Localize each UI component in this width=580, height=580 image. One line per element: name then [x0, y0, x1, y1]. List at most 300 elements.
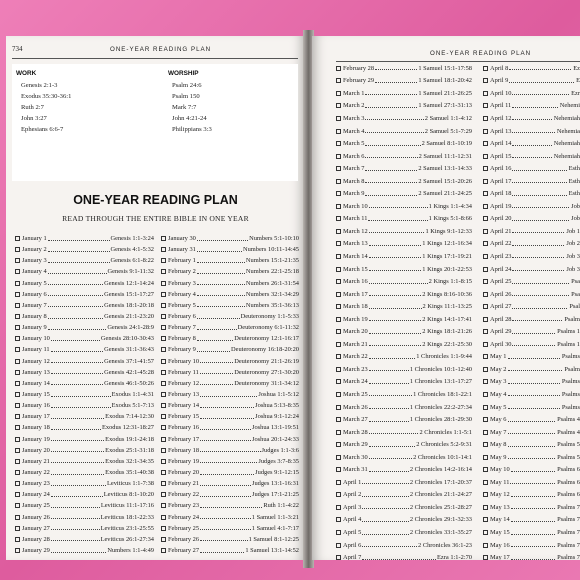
reading-plan-row — [161, 333, 299, 344]
leader-dots — [48, 290, 103, 296]
checkbox-icon[interactable] — [483, 191, 488, 196]
checkbox-icon[interactable] — [483, 392, 488, 397]
reading-plan-row — [15, 489, 154, 500]
checkbox-icon[interactable] — [483, 204, 488, 209]
reading-date: January 10 — [22, 335, 50, 343]
leader-dots — [509, 77, 574, 83]
checkbox-icon[interactable] — [483, 116, 488, 121]
reading-date: February 21 — [168, 480, 200, 488]
checkbox-icon[interactable] — [336, 517, 341, 522]
leader-dots — [369, 303, 422, 309]
checkbox-icon[interactable] — [161, 403, 166, 408]
checkbox-icon[interactable] — [161, 325, 166, 330]
checkbox-icon[interactable] — [161, 459, 166, 464]
checkbox-icon[interactable] — [483, 492, 488, 497]
leader-dots — [512, 227, 564, 233]
reading-reference: 1 Kings 17:1-19:21 — [422, 252, 472, 260]
checkbox-icon[interactable] — [15, 370, 20, 375]
reading-plan-row — [161, 389, 299, 400]
reading-reference: Psalms — [561, 390, 580, 398]
reading-plan-row — [483, 150, 580, 163]
reading-plan-row — [483, 112, 580, 125]
reading-reference: Psa — [571, 278, 580, 286]
checkbox-icon[interactable] — [336, 354, 341, 359]
checkbox-icon[interactable] — [483, 166, 488, 171]
checkbox-icon[interactable] — [483, 517, 488, 522]
plan-title: ONE-YEAR READING PLAN — [73, 193, 238, 207]
checkbox-icon[interactable] — [161, 470, 166, 475]
reading-reference: 2 Samuel 15:1-20:26 — [418, 177, 472, 185]
checkbox-icon[interactable] — [483, 455, 488, 460]
reading-reference: Numbers 26:1-31:54 — [245, 279, 299, 287]
reading-plan-row — [483, 213, 580, 226]
checkbox-icon[interactable] — [161, 448, 166, 453]
reading-plan-row — [15, 289, 154, 300]
checkbox-icon[interactable] — [483, 78, 488, 83]
leader-dots — [51, 457, 104, 463]
reading-plan-row — [483, 263, 580, 276]
leader-dots — [369, 466, 409, 472]
reading-plan-row — [161, 489, 299, 500]
leader-dots — [365, 152, 417, 158]
reading-date: April 27 — [490, 303, 512, 311]
leader-dots — [512, 114, 551, 120]
reading-plan-row — [15, 534, 154, 545]
reading-plan-row — [483, 363, 580, 376]
checkbox-icon[interactable] — [336, 442, 341, 447]
checkbox-icon[interactable] — [15, 414, 20, 419]
checkbox-icon[interactable] — [161, 281, 166, 286]
checkbox-icon[interactable] — [161, 303, 166, 308]
checkbox-icon[interactable] — [15, 470, 20, 475]
reading-date: January 21 — [22, 457, 50, 465]
reading-plan-row — [336, 413, 472, 426]
checkbox-icon[interactable] — [336, 267, 341, 272]
leader-dots — [51, 335, 100, 341]
reading-plan-row — [336, 225, 472, 238]
checkbox-icon[interactable] — [15, 236, 20, 241]
checkbox-icon[interactable] — [336, 279, 341, 284]
checkbox-icon[interactable] — [336, 467, 341, 472]
reading-date: January 17 — [22, 413, 50, 421]
leader-dots — [51, 547, 106, 553]
checkbox-icon[interactable] — [483, 505, 488, 510]
leader-dots — [508, 403, 560, 409]
reading-plan-row — [483, 325, 580, 338]
checkbox-icon[interactable] — [15, 247, 20, 252]
reading-plan-row — [161, 545, 299, 556]
checkbox-icon[interactable] — [483, 216, 488, 221]
checkbox-icon[interactable] — [336, 292, 341, 297]
reading-date: March 30 — [343, 453, 368, 461]
reading-reference: Numbers 32:1-34:29 — [245, 290, 299, 298]
checkbox-icon[interactable] — [15, 314, 20, 319]
reading-reference: 1 Chronicles 18:1-22:1 — [413, 390, 472, 398]
checkbox-icon[interactable] — [161, 414, 166, 419]
reading-date: February 22 — [168, 491, 200, 499]
reading-reference: 1 Chronicles 13:1-17:27 — [409, 378, 472, 386]
reading-reference: Esth — [568, 190, 580, 198]
leader-dots — [48, 268, 107, 274]
reading-date: March 12 — [343, 227, 368, 235]
reading-date: February 26 — [168, 535, 200, 543]
checkbox-icon[interactable] — [15, 448, 20, 453]
checkbox-icon[interactable] — [15, 325, 20, 330]
reading-date: January 29 — [22, 547, 50, 554]
checkbox-icon[interactable] — [161, 292, 166, 297]
leader-dots — [51, 502, 100, 508]
checkbox-icon[interactable] — [483, 555, 488, 560]
checkbox-icon[interactable] — [161, 492, 166, 497]
checkbox-icon[interactable] — [336, 191, 341, 196]
reading-reference: 2 Chronicles 25:1-28:27 — [409, 503, 472, 511]
checkbox-icon[interactable] — [15, 492, 20, 497]
reading-date: January 6 — [22, 290, 47, 298]
checkbox-icon[interactable] — [336, 342, 341, 347]
checkbox-icon[interactable] — [336, 530, 341, 535]
checkbox-icon[interactable] — [161, 336, 166, 341]
checkbox-icon[interactable] — [15, 292, 20, 297]
reading-reference: Esth — [568, 177, 580, 185]
checkbox-icon[interactable] — [15, 548, 20, 553]
reading-reference: Numbers 5:1-10:10 — [249, 235, 299, 243]
reading-plan-row — [483, 75, 580, 88]
checkbox-icon[interactable] — [161, 503, 166, 508]
reading-reference: Genesis 1:1-3:24 — [110, 235, 154, 243]
checkbox-icon[interactable] — [15, 537, 20, 542]
checkbox-icon[interactable] — [161, 370, 166, 375]
leader-dots — [197, 290, 245, 296]
reading-reference: 2 Samuel 1:1-4:12 — [424, 114, 472, 122]
checkbox-icon[interactable] — [336, 417, 341, 422]
reading-plan-row — [483, 225, 580, 238]
reading-date: January 25 — [22, 502, 50, 510]
reading-plan-row — [483, 238, 580, 251]
reading-date: April 26 — [490, 290, 512, 298]
leader-dots — [512, 303, 567, 309]
leader-dots — [362, 529, 409, 535]
checkbox-icon[interactable] — [161, 437, 166, 442]
checkbox-icon[interactable] — [15, 437, 20, 442]
checkbox-icon[interactable] — [483, 241, 488, 246]
reading-reference: Psalms 4 — [557, 428, 580, 436]
checkbox-icon[interactable] — [483, 329, 488, 334]
reading-reference: 1 Samuel 27:1-31:13 — [418, 102, 472, 110]
checkbox-icon[interactable] — [483, 354, 488, 359]
reading-reference: 1 Kings 20:1-22:53 — [422, 265, 472, 273]
checkbox-icon[interactable] — [15, 281, 20, 286]
checkbox-icon[interactable] — [336, 304, 341, 309]
checkbox-icon[interactable] — [161, 526, 166, 531]
checkbox-icon[interactable] — [336, 216, 341, 221]
checkbox-icon[interactable] — [336, 154, 341, 159]
leader-dots — [512, 89, 569, 95]
leader-dots — [369, 453, 412, 459]
checkbox-icon[interactable] — [336, 78, 341, 83]
reading-reference: 2 Kings 22:1-25:30 — [422, 340, 472, 348]
reading-reference: Deuteronomy 21:1-26:19 — [234, 357, 299, 365]
checkbox-icon[interactable] — [336, 254, 341, 259]
reading-reference: Psalms 7 — [557, 503, 580, 511]
reading-reference: Deuteronomy 1:1-5:33 — [240, 313, 299, 321]
checkbox-icon[interactable] — [336, 66, 341, 71]
reading-date: May 2 — [490, 365, 507, 373]
checkbox-icon[interactable] — [483, 304, 488, 309]
leader-dots — [369, 252, 422, 258]
reading-date: February 12 — [168, 379, 200, 387]
checkbox-icon[interactable] — [483, 317, 488, 322]
leader-dots — [512, 152, 551, 158]
reading-reference: Joshua 9:1-12:24 — [255, 413, 299, 421]
reading-plan-row — [483, 401, 580, 414]
checkbox-icon[interactable] — [483, 279, 488, 284]
checkbox-icon[interactable] — [336, 555, 341, 560]
leader-dots — [512, 240, 564, 246]
reading-reference: Nehemiah — [553, 114, 580, 122]
checkbox-icon[interactable] — [336, 367, 341, 372]
leader-dots — [511, 529, 555, 535]
checkbox-icon[interactable] — [336, 91, 341, 96]
checkbox-icon[interactable] — [336, 241, 341, 246]
checkbox-icon[interactable] — [161, 425, 166, 430]
checkbox-icon[interactable] — [483, 267, 488, 272]
checkbox-icon[interactable] — [483, 154, 488, 159]
reading-reference: 2 Kings 14:1-17:41 — [422, 315, 472, 323]
reading-plan-row — [161, 400, 299, 411]
checkbox-icon[interactable] — [483, 442, 488, 447]
checkbox-icon[interactable] — [161, 481, 166, 486]
reading-date: March 25 — [343, 390, 368, 398]
right-page — [312, 36, 580, 560]
reading-reference: 1 Samuel 15:1-17:58 — [418, 64, 472, 72]
checkbox-icon[interactable] — [336, 317, 341, 322]
checkbox-icon[interactable] — [15, 526, 20, 531]
leader-dots — [369, 240, 422, 246]
checkbox-icon[interactable] — [483, 91, 488, 96]
checkbox-icon[interactable] — [15, 303, 20, 308]
checkbox-icon[interactable] — [15, 392, 20, 397]
reading-date: May 10 — [490, 466, 510, 474]
checkbox-icon[interactable] — [161, 314, 166, 319]
reading-reference: 1 Samuel 18:1-20:42 — [418, 77, 472, 85]
checkbox-icon[interactable] — [336, 480, 341, 485]
reading-date: January 22 — [22, 469, 50, 477]
reading-reference: 2 Chronicles 29:1-32:33 — [409, 516, 472, 524]
checkbox-icon[interactable] — [15, 258, 20, 263]
reading-date: February 14 — [168, 402, 200, 410]
leader-dots — [48, 257, 110, 263]
checkbox-icon[interactable] — [336, 379, 341, 384]
reading-date: January 12 — [22, 357, 50, 365]
checkbox-icon[interactable] — [161, 537, 166, 542]
leader-dots — [200, 413, 254, 419]
reading-reference: 2 Samuel 5:1-7:29 — [424, 127, 472, 135]
checkbox-icon[interactable] — [15, 336, 20, 341]
reading-plan-row — [336, 300, 472, 313]
reading-date: January 18 — [22, 424, 50, 432]
checkbox-icon[interactable] — [483, 417, 488, 422]
checkbox-icon[interactable] — [161, 381, 166, 386]
reading-plan-row — [483, 514, 580, 527]
leader-dots — [368, 215, 427, 221]
reading-date: April 12 — [490, 114, 512, 122]
checkbox-icon[interactable] — [161, 269, 166, 274]
reading-plan-row — [483, 388, 580, 401]
checkbox-icon[interactable] — [483, 530, 488, 535]
reading-reference: Psal — [569, 303, 580, 311]
reading-plan-row — [161, 356, 299, 367]
checkbox-icon[interactable] — [15, 347, 20, 352]
checkbox-icon[interactable] — [161, 548, 166, 553]
checkbox-icon[interactable] — [15, 269, 20, 274]
reading-date: April 6 — [343, 541, 362, 549]
leader-dots — [375, 64, 417, 70]
checkbox-icon[interactable] — [483, 66, 488, 71]
checkbox-icon[interactable] — [483, 543, 488, 548]
checkbox-icon[interactable] — [483, 229, 488, 234]
reading-plan-row — [336, 162, 472, 175]
checkbox-icon[interactable] — [161, 359, 166, 364]
reading-reference: 2 Chronicles 36:1-23 — [418, 541, 472, 549]
checkbox-icon[interactable] — [15, 403, 20, 408]
checkbox-icon[interactable] — [483, 129, 488, 134]
checkbox-icon[interactable] — [336, 141, 341, 146]
reading-reference: 1 Kings 1:1-4:34 — [428, 202, 472, 210]
checkbox-icon[interactable] — [336, 392, 341, 397]
leader-dots — [200, 513, 251, 519]
reading-plan-row — [483, 162, 580, 175]
checkbox-icon[interactable] — [15, 503, 20, 508]
reading-plan-row — [483, 551, 580, 560]
reading-date: January 30 — [168, 235, 196, 243]
reading-plan-row — [15, 456, 154, 467]
checkbox-icon[interactable] — [15, 359, 20, 364]
reading-reference: Job 3 — [566, 252, 580, 260]
leader-dots — [369, 428, 419, 434]
checkbox-icon[interactable] — [483, 141, 488, 146]
checkbox-icon[interactable] — [483, 254, 488, 259]
work-ref: John 3:27 — [21, 115, 47, 122]
reading-reference: Leviticus 18:1-22:33 — [100, 513, 154, 521]
reading-date: May 3 — [490, 378, 507, 386]
reading-date: May 11 — [490, 478, 510, 486]
reading-date: March 14 — [343, 252, 368, 260]
leader-dots — [200, 457, 257, 463]
reading-plan-row — [336, 87, 472, 100]
reading-date: April 5 — [343, 529, 362, 536]
checkbox-icon[interactable] — [336, 505, 341, 510]
reading-reference: Genesis 15:1-17:27 — [104, 290, 154, 298]
checkbox-icon[interactable] — [336, 204, 341, 209]
checkbox-icon[interactable] — [336, 492, 341, 497]
checkbox-icon[interactable] — [336, 116, 341, 121]
reading-plan-row — [336, 338, 472, 351]
reading-date: April 16 — [490, 165, 512, 173]
checkbox-icon[interactable] — [483, 179, 488, 184]
checkbox-icon[interactable] — [161, 392, 166, 397]
checkbox-icon[interactable] — [336, 430, 341, 435]
checkbox-icon[interactable] — [336, 229, 341, 234]
checkbox-icon[interactable] — [483, 342, 488, 347]
leader-dots — [51, 402, 111, 408]
reading-reference: Psalms 1 — [557, 340, 580, 348]
reading-date: April 11 — [490, 102, 512, 110]
reading-reference: 2 Chronicles 14:2-16:14 — [409, 466, 472, 474]
checkbox-icon[interactable] — [161, 347, 166, 352]
checkbox-icon[interactable] — [336, 179, 341, 184]
checkbox-icon[interactable] — [15, 425, 20, 430]
reading-date: February 19 — [168, 457, 200, 465]
checkbox-icon[interactable] — [161, 515, 166, 520]
checkbox-icon[interactable] — [483, 467, 488, 472]
reading-plan-row — [336, 551, 472, 560]
checkbox-icon[interactable] — [336, 329, 341, 334]
checkbox-icon[interactable] — [15, 481, 20, 486]
checkbox-icon[interactable] — [15, 381, 20, 386]
reading-reference: 2 Kings 18:1-21:26 — [422, 328, 472, 336]
reading-reference: 2 Chronicles 1:1-5:1 — [419, 428, 472, 436]
checkbox-icon[interactable] — [336, 103, 341, 108]
checkbox-icon[interactable] — [161, 236, 166, 241]
checkbox-icon[interactable] — [483, 480, 488, 485]
reading-date: March 4 — [343, 127, 365, 135]
checkbox-icon[interactable] — [336, 405, 341, 410]
checkbox-icon[interactable] — [15, 459, 20, 464]
reading-reference: Joshua 13:1-19:51 — [251, 424, 299, 432]
reading-plan-row — [15, 434, 154, 445]
reading-reference: Numbers 1:1-4:49 — [107, 547, 154, 554]
reading-plan-row — [336, 313, 472, 326]
leader-dots — [200, 491, 251, 497]
reading-date: March 13 — [343, 240, 368, 248]
checkbox-icon[interactable] — [483, 379, 488, 384]
reading-plan-row — [15, 278, 154, 289]
reading-date: March 7 — [343, 165, 365, 173]
reading-date: February 17 — [168, 435, 200, 443]
checkbox-icon[interactable] — [336, 129, 341, 134]
checkbox-icon[interactable] — [336, 455, 341, 460]
checkbox-icon[interactable] — [483, 430, 488, 435]
reading-date: January 11 — [22, 346, 50, 354]
reading-date: January 26 — [22, 513, 50, 521]
checkbox-icon[interactable] — [483, 405, 488, 410]
reading-column-right-2 — [483, 62, 580, 560]
leader-dots — [512, 190, 566, 196]
reading-date: March 20 — [343, 328, 368, 336]
checkbox-icon[interactable] — [336, 166, 341, 171]
reading-date: March 21 — [343, 340, 368, 348]
leader-dots — [511, 554, 555, 560]
leader-dots — [197, 268, 245, 274]
reading-date: February 18 — [168, 446, 200, 454]
leader-dots — [200, 524, 251, 530]
leader-dots — [362, 516, 409, 522]
leader-dots — [512, 315, 562, 321]
leader-dots — [200, 547, 244, 553]
checkbox-icon[interactable] — [336, 543, 341, 548]
reading-reference: Job 1 — [566, 227, 580, 235]
reading-plan-row — [336, 112, 472, 125]
checkbox-icon[interactable] — [161, 258, 166, 263]
checkbox-icon[interactable] — [483, 103, 488, 108]
checkbox-icon[interactable] — [161, 247, 166, 252]
reading-date: March 15 — [343, 265, 368, 273]
reading-plan-row — [336, 464, 472, 477]
checkbox-icon[interactable] — [483, 367, 488, 372]
checkbox-icon[interactable] — [15, 515, 20, 520]
reading-reference: Genesis 46:1-50:26 — [104, 379, 154, 387]
checkbox-icon[interactable] — [483, 292, 488, 297]
